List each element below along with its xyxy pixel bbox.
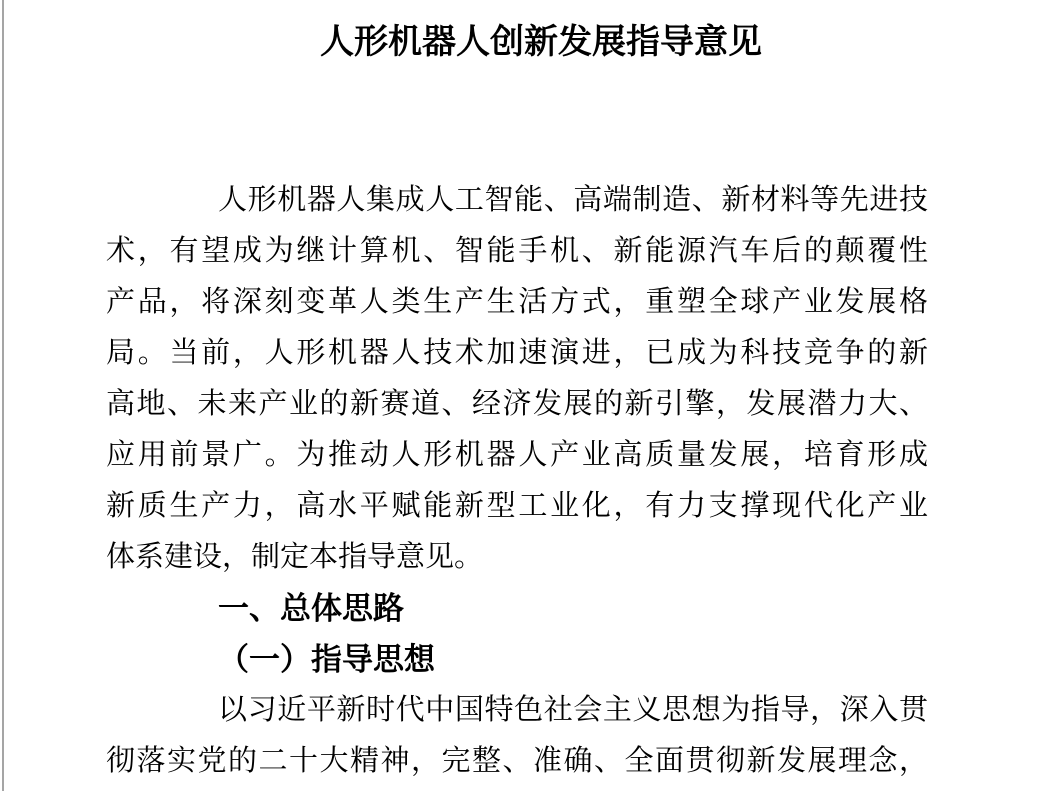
section-heading-overall-approach: 一、总体思路 (218, 591, 404, 626)
text-line: 以习近平新时代中国特色社会主义思想为指导，深入贯 (218, 694, 928, 726)
text-line: 体系建设，制定本指导意见。 (106, 541, 484, 573)
text-line: 高地、未来产业的新赛道、经济发展的新引擎，发展潜力大、 (106, 388, 928, 420)
text-line: 局。当前，人形机器人技术加速演进，已成为科技竞争的新 (106, 337, 928, 369)
text-line: 产品，将深刻变革人类生产生活方式，重塑全球产业发展格 (106, 286, 928, 318)
subsection-heading-guiding-ideology: （一）指导思想 (218, 642, 435, 677)
content-column (106, 0, 928, 787)
paragraph-intro (106, 175, 928, 583)
paragraph-guiding-ideology (106, 685, 928, 787)
text-line: 新质生产力，高水平赋能新型工业化，有力支撑现代化产业 (106, 490, 928, 522)
page-edge-line (2, 0, 4, 791)
text-line: 应用前景广。为推动人形机器人产业高质量发展，培育形成 (106, 439, 928, 471)
text-line: 人形机器人集成人工智能、高端制造、新材料等先进技 (218, 184, 928, 216)
text-line: 彻落实党的二十大精神，完整、准确、全面贯彻新发展理念， (106, 745, 928, 777)
document-title: 人形机器人创新发展指导意见 (320, 24, 762, 61)
text-line: 术，有望成为继计算机、智能手机、新能源汽车后的颠覆性 (106, 235, 928, 267)
